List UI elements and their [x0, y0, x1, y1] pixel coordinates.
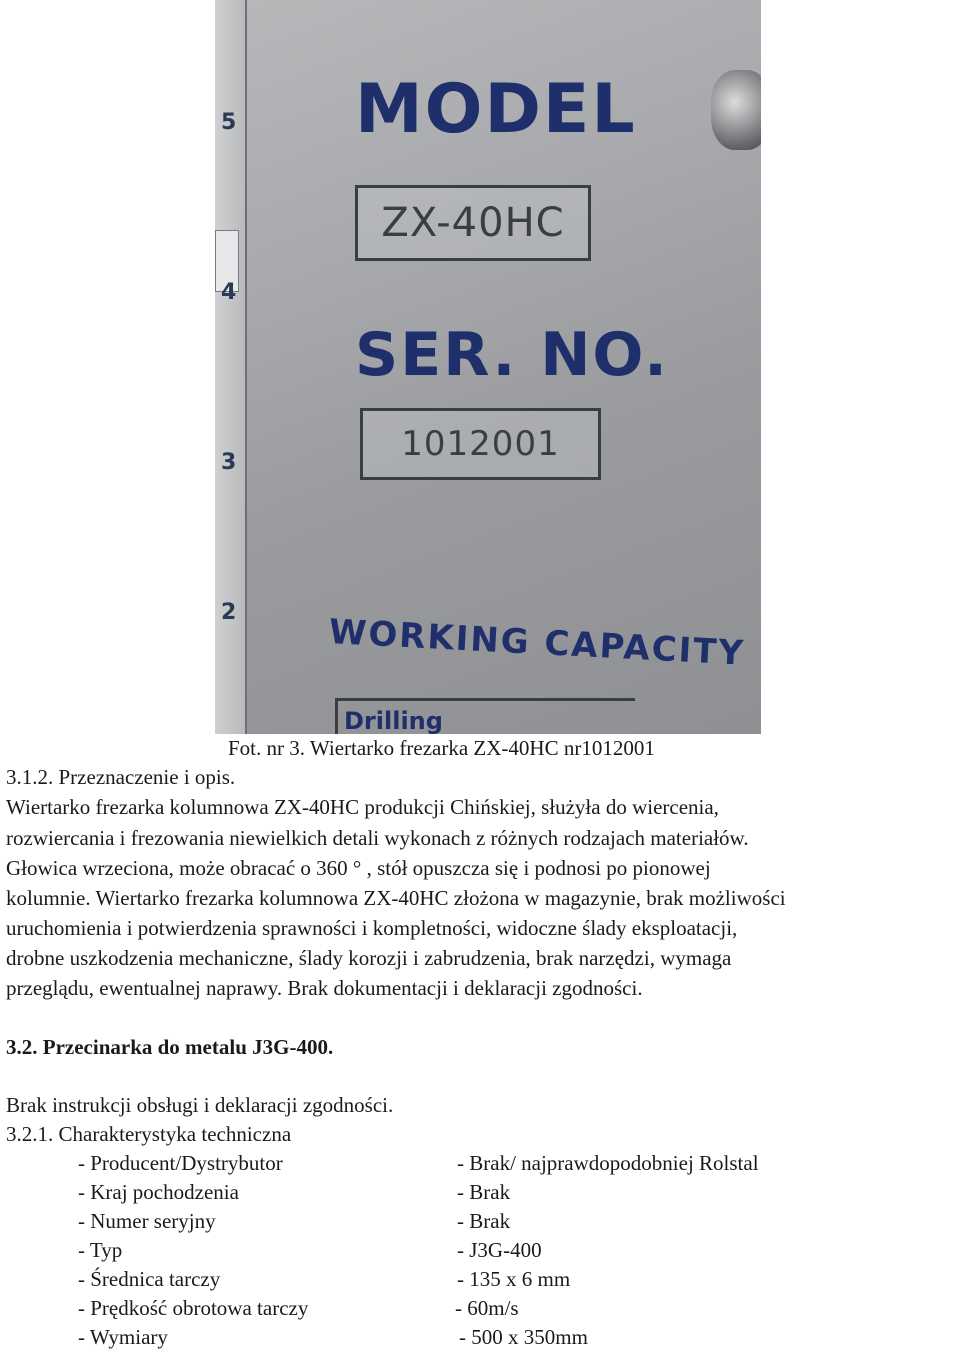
section-heading-3-2-1: 3.2.1. Charakterystyka techniczna — [6, 1122, 292, 1146]
model-label: MODEL — [355, 70, 637, 149]
working-capacity-label: WORKING CAPACITY — [327, 612, 747, 674]
paragraph-line: kolumnie. Wiertarko frezarka kolumnowa ZX-40HC złożona w magazynie, brak możliwości — [6, 886, 786, 910]
paragraph-line: Wiertarko frezarka kolumnowa ZX-40HC produkcji Chińskiej, służyła do wiercenia, — [6, 795, 719, 819]
paragraph-line: rozwiercania i frezowania niewielkich detali wykonach z różnych rodzajach materiałów. — [6, 826, 749, 850]
spec-value: - Brak/ najprawdopodobniej Rolstal — [457, 1151, 759, 1175]
photo-caption: Fot. nr 3. Wiertarko frezarka ZX-40HC nr1012001 — [228, 736, 655, 760]
spec-key: - Średnica tarczy — [78, 1267, 221, 1291]
spec-value: - Brak — [457, 1209, 511, 1233]
spec-value: - J3G-400 — [457, 1238, 542, 1262]
paragraph-line: drobne uszkodzenia mechaniczne, ślady korozji i zabrudzenia, brak narzędzi, wymaga — [6, 946, 732, 970]
screw-head — [711, 70, 761, 150]
scale-number: 5 — [221, 110, 237, 135]
paragraph-line: Głowica wrzeciona, może obracać o 360 ° , stół opuszcza się i podnosi po pionowej — [6, 856, 711, 880]
serial-value-box: 1012001 — [360, 408, 601, 480]
spec-key: - Typ — [78, 1238, 123, 1262]
spec-key: - Producent/Dystrybutor — [78, 1151, 283, 1175]
spec-value: - 60m/s — [455, 1296, 519, 1320]
paragraph-line: uruchomienia i potwierdzenia sprawności i kompletności, widoczne ślady eksploatacji, — [6, 916, 738, 940]
drilling-label: Drilling — [335, 698, 635, 734]
spec-value: - 500 x 350mm — [459, 1325, 588, 1349]
machine-nameplate-photo — [215, 0, 761, 734]
model-value-box: ZX-40HC — [355, 185, 591, 261]
paragraph-line: przeglądu, ewentualnej naprawy. Brak dokumentacji i deklaracji zgodności. — [6, 976, 643, 1000]
no-instructions-note: Brak instrukcji obsługi i deklaracji zgodności. — [6, 1093, 394, 1117]
serial-label: SER. NO. — [355, 320, 669, 390]
spec-key: - Kraj pochodzenia — [78, 1180, 239, 1204]
section-heading-3-1-2: 3.1.2. Przeznaczenie i opis. — [6, 765, 236, 789]
section-heading-3-2: 3.2. Przecinarka do metalu J3G-400. — [6, 1035, 334, 1059]
spec-key: - Wymiary — [78, 1325, 168, 1349]
spec-key: - Numer seryjny — [78, 1209, 216, 1233]
spec-key: - Prędkość obrotowa tarczy — [78, 1296, 309, 1320]
scale-number: 4 — [221, 280, 237, 305]
spec-value: - Brak — [457, 1180, 511, 1204]
scale-number: 3 — [221, 450, 237, 475]
scale-number: 2 — [221, 600, 237, 625]
spec-value: - 135 x 6 mm — [457, 1267, 571, 1291]
